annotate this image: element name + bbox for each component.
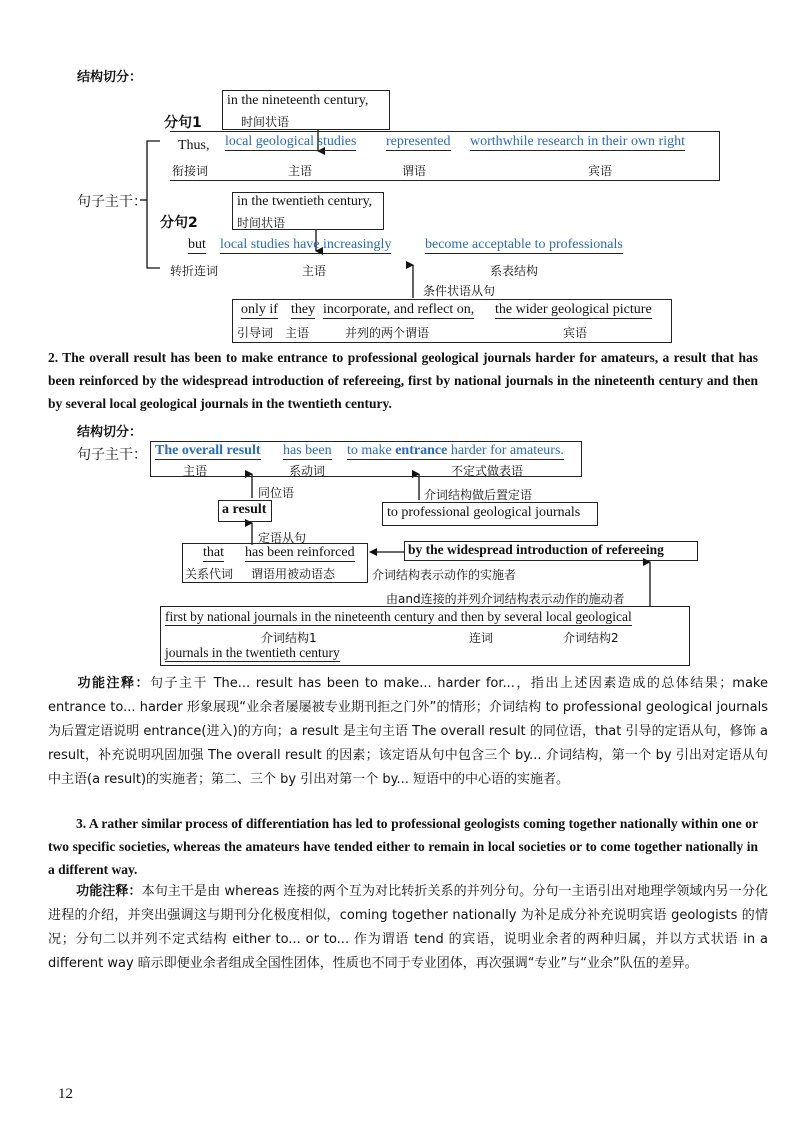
clause2-time-phrase: in the twentieth century, <box>237 194 373 209</box>
clause1-object: worthwhile research in their own right <box>470 134 685 149</box>
d2-relative-word: that <box>203 545 224 560</box>
d2-appositive-role: 同位语 <box>258 486 295 500</box>
clause1-time-phrase: in the nineteenth century, <box>227 93 369 108</box>
d2-relative-box <box>182 543 368 583</box>
clause1-label: 分句1 <box>164 115 202 131</box>
page-number: 12 <box>58 1086 73 1102</box>
d2-subject-role: 主语 <box>183 464 208 478</box>
note-2 <box>48 672 768 792</box>
d2-pp-box <box>382 502 598 526</box>
clause2-predicate: become acceptable to professionals <box>425 237 623 252</box>
d2-pp-role: 介词结构做后置定语 <box>424 488 533 502</box>
note-3-text: 本句主干是由 whereas 连接的两个互为对比转折关系的并列分句。分句一主语引出对地理学领域内另一分化进程的介绍，并突出强调这与期刊分化极度相似，coming together nationally 为补足成分补充说明宾语 geologists 的情况；分句二以并列不定式结构 either to... or to... 作为谓语 tend 的宾语，说明业余者的两种归属，并以方式状语 in a different way 暗示即便业余者组成全国性团体，性质也不同于专业团体，再次强调“专业”与“业余”队伍的差异。 <box>48 884 768 971</box>
d2-parallel-box <box>160 606 690 666</box>
d2-relative-verb: has been reinforced <box>245 545 355 560</box>
d2-infinitive-post: harder for amateurs. <box>450 443 564 458</box>
section-label-structure-1: 结构切分： <box>77 70 143 85</box>
main-clause-label-2: 句子主干： <box>77 447 147 463</box>
main-clause-label-1: 句子主干： <box>77 194 147 210</box>
clause2-predicate-role: 系表结构 <box>490 264 539 278</box>
d2-appositive-box <box>218 500 272 522</box>
clause2-subject: local studies have increasingly <box>220 237 392 252</box>
note-3 <box>48 880 768 976</box>
d2-link-role: 系动词 <box>289 464 326 478</box>
d2-agent-box <box>404 541 698 561</box>
note-2-head: 功能注释： <box>76 676 150 691</box>
d2-appositive: a result <box>222 502 267 517</box>
clause2-subject-role: 主语 <box>302 264 327 278</box>
condition-clause-role: 条件状语从句 <box>423 284 496 298</box>
d2-parallel-r1: 介词结构1 <box>261 631 317 645</box>
condition-word-only-if: only if <box>241 302 278 317</box>
d2-agent-role: 介词结构表示动作的实施者 <box>372 568 517 582</box>
d2-infinitive-pre: to make <box>347 443 392 458</box>
d2-link-verb: has been <box>283 443 332 458</box>
clause2-label: 分句2 <box>160 215 198 231</box>
note-2-text: 句子主干 The... result has been to make... harder for...，指出上述因素造成的总体结果；make entrance to... harder 形象展现“业余者屡屡被专业期刊拒之门外”的情形；介词结构 to professional geological journals 为后置定语说明 entrance(进入)的方向；a result 是主句主语 The overall result 的同位语，that 引导的定语从句，修饰 a result，补充说明巩固加强 The overall result 的因素；该定语从句中包含三个 by... 介词结构，第一个 by 引出对定语从句中主语(a result)的实施者；第二、三个 by 引出对第一个 by... 短语中的中心语的实施者。 <box>48 676 768 787</box>
d2-relative-word-role: 关系代词 <box>185 567 234 581</box>
d2-relative-role: 定语从句 <box>258 531 307 545</box>
sentence-3-text: 3. A rather similar process of differentiation has led to professional geologists coming together nationally within one or two specific societies, whereas the amateurs have tended either to remain in local societies or to come together nationally in a different way. <box>48 816 758 877</box>
d2-pp: to professional geological journals <box>387 505 581 520</box>
d2-parallel-line2: journals in the twentieth century <box>165 645 340 660</box>
d2-infinitive-role: 不定式做表语 <box>451 464 524 478</box>
d2-infinitive-key: entrance <box>395 443 448 458</box>
condition-word-verbs: incorporate, and reflect on, <box>323 302 475 317</box>
note-3-head: 功能注释： <box>76 884 142 899</box>
clause1-connector-role: 衔接词 <box>172 164 209 178</box>
clause1-connector: Thus, <box>178 138 210 153</box>
clause1-time-box <box>222 90 390 130</box>
d2-parallel-line1: first by national journals in the nineteenth century and then by several local geological <box>165 609 632 624</box>
clause1-subject: local geological studies <box>225 134 357 149</box>
clause1-verb: represented <box>386 134 451 149</box>
main-clause-box-2 <box>150 441 582 477</box>
d2-subject: The overall result <box>155 443 261 458</box>
clause2-time-box <box>232 192 384 230</box>
clause1-time-role: 时间状语 <box>241 115 290 129</box>
sentence-2: 2. The overall result has been to make entrance to professional geological journals harder for amateurs, a result that has been reinforced by the widespread introduction of refereeing, first by national journals in the nineteenth century and then by several local geological journals in the twentieth century. <box>48 350 758 411</box>
section-label-structure-2: 结构切分： <box>77 425 143 440</box>
clause2-time-role: 时间状语 <box>237 216 286 230</box>
d2-parallel-role: 由and连接的并列介词结构表示动作的施动者 <box>386 592 625 606</box>
condition-role-subject: 主语 <box>285 326 310 340</box>
condition-word-they: they <box>291 302 316 317</box>
condition-clause-box <box>232 299 672 343</box>
condition-role-intro: 引导词 <box>237 326 274 340</box>
d2-parallel-r2: 连词 <box>469 631 494 645</box>
condition-word-object: the wider geological picture <box>495 302 652 317</box>
clause1-subject-role: 主语 <box>288 164 313 178</box>
clause2-connector-role: 转折连词 <box>170 264 219 278</box>
clause1-object-role: 宾语 <box>588 164 613 178</box>
clause1-box <box>170 131 720 181</box>
clause2-line <box>170 233 660 279</box>
condition-role-object: 宾语 <box>563 326 588 340</box>
condition-role-verbs: 并列的两个谓语 <box>345 326 430 340</box>
sentence-3 <box>48 812 758 881</box>
clause1-verb-role: 谓语 <box>402 164 427 178</box>
d2-parallel-r3: 介词结构2 <box>563 631 619 645</box>
clause2-connector: but <box>188 237 206 252</box>
d2-relative-verb-role: 谓语用被动语态 <box>251 567 336 581</box>
d2-agent: by the widespread introduction of refereeing <box>408 542 664 557</box>
